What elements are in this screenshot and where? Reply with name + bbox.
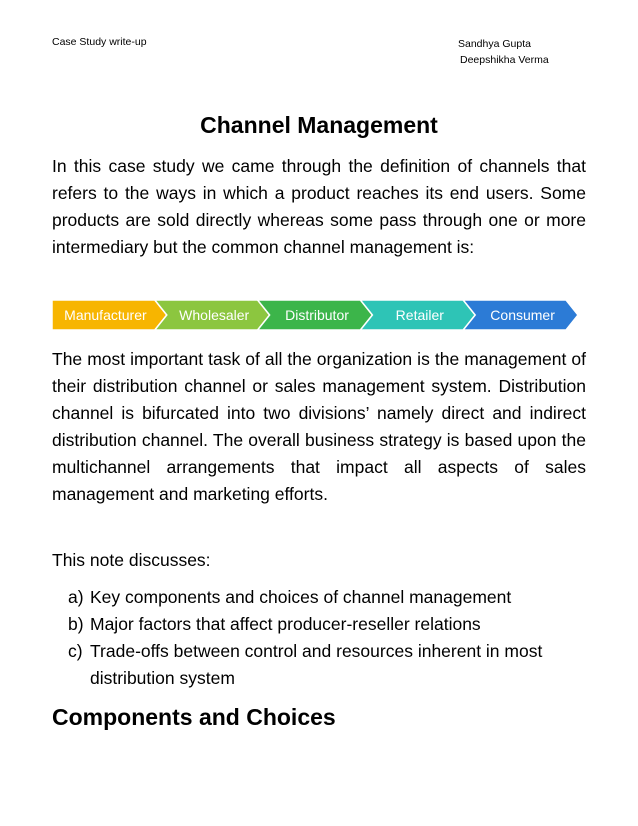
intro-paragraph: In this case study we came through the definition of channels that refers to the ways in which a product reaches its end users. Some products are sold directly whereas some pass through one or more intermediary but the common channel management is: (52, 156, 586, 257)
list-marker: c) (68, 641, 83, 661)
list-marker: a) (68, 587, 84, 607)
list-marker: b) (68, 614, 84, 634)
list-item (68, 611, 588, 638)
list-intro: This note discusses: (52, 550, 211, 570)
channel-step-retailer (360, 300, 475, 330)
channel-step-consumer (463, 300, 578, 330)
channel-step-label: Retailer (395, 307, 444, 323)
channel-step-label: Consumer (490, 307, 555, 323)
channel-step-distributor (258, 300, 373, 330)
header-authors (458, 36, 549, 68)
channel-flow-diagram (52, 300, 578, 330)
channel-flow-chevrons (52, 300, 578, 330)
author-name: Sandhya Gupta (458, 38, 531, 50)
channel-step-label: Distributor (285, 307, 349, 323)
discussion-list (68, 584, 588, 692)
header-document-type: Case Study write-up (52, 36, 147, 48)
author-name: Deepshikha Verma (460, 54, 549, 66)
channel-step-wholesaler (155, 300, 270, 330)
list-item-text: Trade-offs between control and resources inherent in most distribution system (90, 641, 543, 688)
list-item (68, 584, 588, 611)
list-item (68, 638, 588, 692)
channel-step-label: Wholesaler (179, 307, 250, 323)
list-item-text: Major factors that affect producer-reseller relations (90, 614, 481, 634)
channel-step-label: Manufacturer (64, 307, 147, 323)
section-heading: Components and Choices (52, 704, 336, 730)
body-paragraph: The most important task of all the organization is the management of their distribution channel or sales management system. Distribution channel is bifurcated into two divisions’ namely direct and indirect distribution channel. The overall business strategy is based upon the multichannel arrangements that impact all aspects of sales management and marketing efforts. (52, 349, 586, 504)
page-title: Channel Management (200, 112, 438, 138)
channel-step-manufacturer (52, 300, 167, 330)
list-item-text: Key components and choices of channel management (90, 587, 512, 607)
